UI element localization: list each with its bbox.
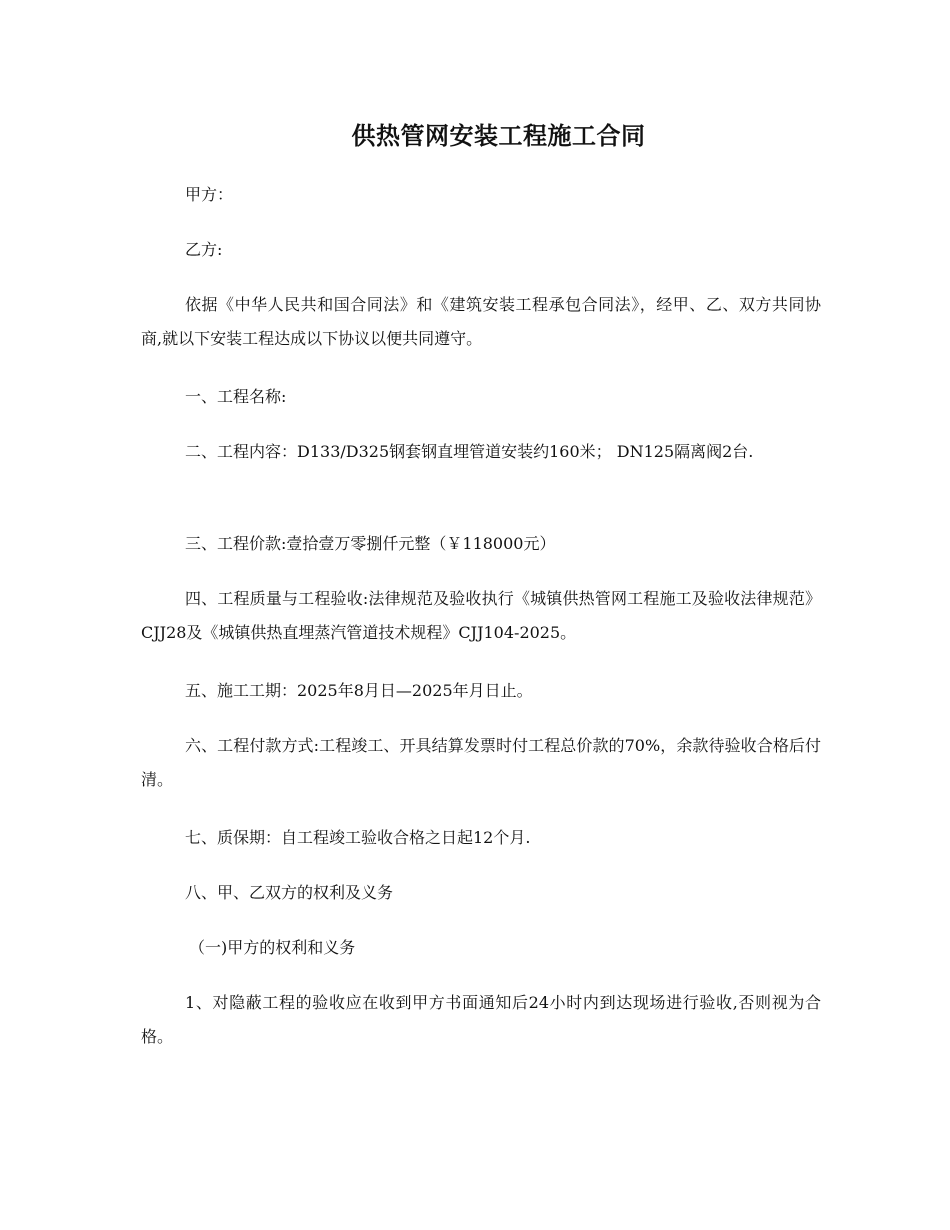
clause-warranty-period: 七、质保期：自工程竣工验收合格之日起12个月. [185, 828, 531, 847]
document-title: 供热管网安装工程施工合同 [351, 121, 646, 150]
clause-quality-acceptance: 四、工程质量与工程验收:法律规范及验收执行《城镇供热管网工程施工及验收法律规范》CJJ28及《城镇供热直埋蒸汽管道技术规程》CJJ104-2025。 [141, 589, 821, 642]
clause-project-price: 三、工程价款:壹拾壹万零捌仟元整（￥118000元） [185, 534, 556, 553]
preamble-paragraph: 依据《中华人民共和国合同法》和《建筑安装工程承包合同法》，经甲、乙、双方共同协商,就以下安装工程达成以下协议以便共同遵守。 [141, 295, 821, 348]
clause-payment-method: 六、工程付款方式:工程竣工、开具结算发票时付工程总价款的70%，余款待验收合格后付清。 [141, 736, 821, 789]
clause-rights-obligations: 八、甲、乙双方的权利及义务 [185, 883, 394, 902]
clause-project-content: 二、工程内容：D133/D325钢套钢直埋管道安装约160米； DN125隔离阀2台. [185, 442, 754, 461]
section-party-a-rights: （一)甲方的权利和义务 [189, 938, 356, 957]
item-hidden-works-acceptance: 1、对隐蔽工程的验收应在收到甲方书面通知后24小时内到达现场进行验收,否则视为合格。 [141, 993, 821, 1046]
party-a-line: 甲方： [185, 185, 234, 204]
clause-construction-period: 五、施工工期：2025年8月日—2025年月日止。 [185, 681, 533, 700]
clause-project-name: 一、工程名称: [185, 387, 287, 406]
party-b-line: 乙方: [185, 240, 223, 259]
